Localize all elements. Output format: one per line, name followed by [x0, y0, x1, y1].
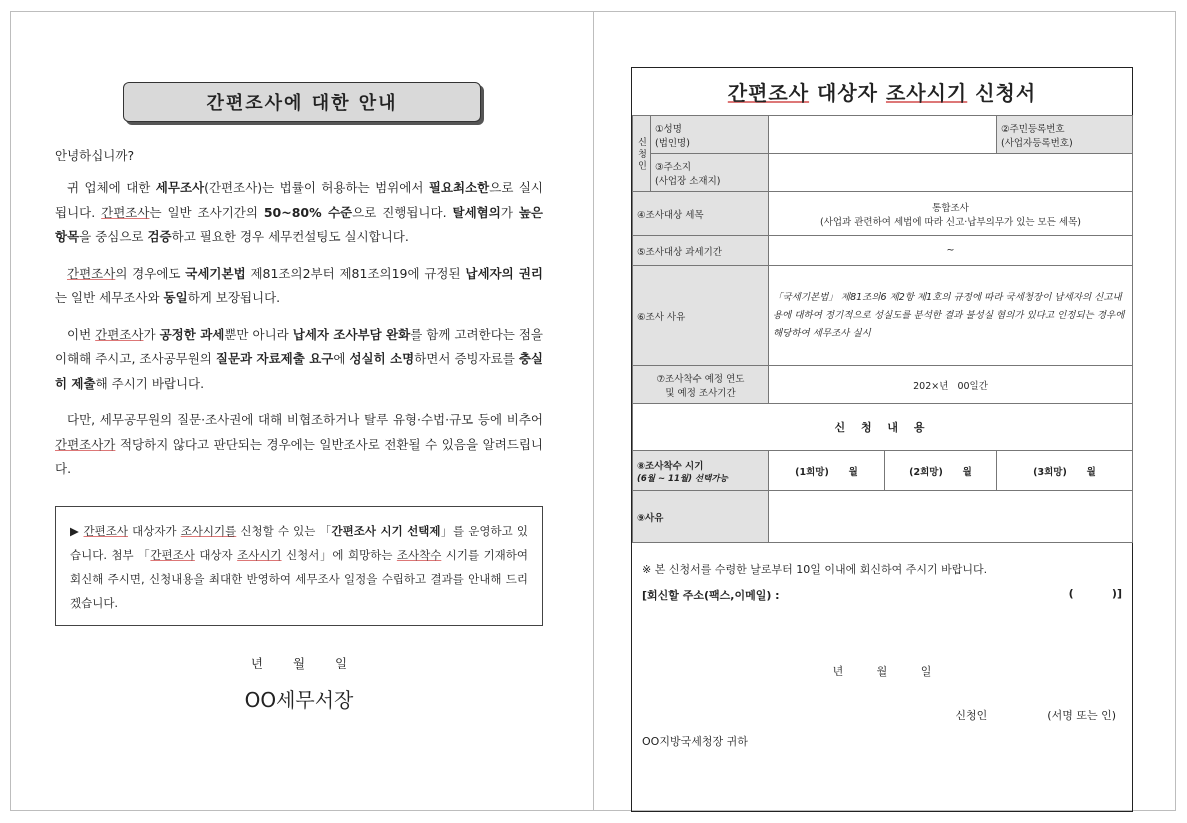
text-run: 를 함께 고려한다는 점을 이해해 주시고, 조사공무원의 [55, 326, 544, 366]
text-run: 는 일반 세무조사와 [55, 290, 164, 305]
text-run: 간편조사 [95, 326, 144, 342]
text-run: 신청할 수 있는 「 [236, 523, 332, 538]
text-run: 제81조의2부터 제81조의19에 규정된 [245, 265, 466, 281]
form-date: 년 월 일 [832, 665, 932, 678]
id-label: ②주민등록번호 (사업자등록번호) [997, 116, 1133, 154]
guide-title: 간편조사에 대한 안내 [123, 82, 481, 122]
reply-note: ※ 본 신청서를 수령한 날로부터 10일 이내에 회신하여 주시기 바랍니다. [642, 563, 988, 576]
name-value[interactable] [769, 116, 997, 154]
choice-2[interactable]: (2희망) 월 [885, 451, 997, 491]
text-run: 가 [143, 326, 160, 342]
paragraph-4 [55, 408, 543, 482]
text-run: (간편조사)는 법률이 허용하는 범위에서 [204, 180, 429, 195]
text-run: 간편조사 시기 선택제 [331, 523, 441, 538]
title-part-a: 간편조사 [727, 81, 810, 105]
text-run: 세무조사 [155, 180, 205, 195]
choice-3[interactable]: (3희망) 월 [997, 451, 1133, 491]
title-part-c: 조사시기 [885, 81, 968, 105]
text-run: ▶ [70, 523, 84, 538]
paragraph-3 [55, 323, 543, 397]
text-run: 하면서 증빙자료를 [414, 351, 519, 366]
why-label: ⑨사유 [633, 491, 769, 543]
text-run: 는 일반 조사기간의 [149, 204, 264, 220]
text-run: 이번 [67, 326, 96, 342]
form-title [632, 68, 1132, 115]
reason-value: 「국세기본법」 제81조의6 제2항 제1호의 규정에 따라 국세청장이 납세자의 신고내용에 대하여 정기적으로 성실도를 분석한 결과 불성실 혐의가 있다고 인정되는 경우에 해당하여 세무조사 실시 [769, 266, 1133, 366]
tax-value-2: (사업과 관련하여 세법에 따라 신고·납부의무가 있는 모든 세목) [820, 216, 1081, 228]
text-run: 검증 [147, 229, 172, 244]
text-run: 조사시기 [237, 547, 282, 562]
sign-line [642, 707, 1122, 723]
text-run: 질문과 자료제출 요구 [215, 351, 334, 366]
section-title: 신 청 내 용 [633, 404, 1133, 451]
text-run: 동일 [163, 290, 188, 305]
text-run: 간편조사 [83, 523, 128, 538]
text-run: 해 주시기 바랍니다. [95, 375, 205, 391]
text-run: 에 [333, 351, 350, 366]
reply-label: [회신할 주소(팩스,이메일) : [642, 589, 780, 602]
choice-label-2: (6월 ~ 11월) 선택가능 [637, 473, 728, 484]
text-run: 뿐만 아니라 [224, 326, 293, 342]
paragraph-1 [55, 176, 543, 250]
text-run: 가 [500, 204, 519, 220]
text-run: 으로 진행됩니다. [352, 204, 453, 220]
greeting: 안녕하십니까? [55, 148, 135, 163]
tax-value-1: 통합조사 [932, 202, 969, 214]
text-run: 국세기본법 [185, 265, 246, 281]
date-line: 년 월 일 [250, 655, 348, 671]
applicant-label: 신 청 인 [633, 116, 651, 192]
text-run: 공정한 과세 [159, 326, 225, 342]
address-value[interactable] [769, 154, 1133, 192]
address-label: ③주소지 (사업장 소재지) [651, 154, 769, 192]
choice-label [633, 451, 769, 491]
text-run: 충실히 제출 [55, 351, 543, 391]
text-run: 납세자 조사부담 완화 [292, 326, 411, 342]
text-run: 귀 업체에 대한 [67, 180, 156, 195]
title-part-b: 대상자 [809, 81, 886, 105]
tax-value [769, 192, 1133, 236]
reply-end: ( )] [1068, 587, 1122, 600]
text-run: 」를 운영하고 있습니다. 첨부 「 [70, 523, 528, 562]
name-label: ①성명 (법인명) [651, 116, 769, 154]
form-footer [632, 543, 1132, 749]
office-name: OO세무서장 [244, 687, 354, 712]
tax-label: ④조사대상 세목 [633, 192, 769, 236]
reply-line [642, 587, 1122, 603]
text-run: 적당하지 않다고 판단되는 경우에는 일반조사로 전환될 수 있음을 알려드립니다. [55, 436, 543, 476]
text-run: 간편조사 [101, 204, 150, 220]
choice-1[interactable]: (1희망) 월 [769, 451, 885, 491]
text-run: 탈세혐의 [452, 204, 501, 220]
text-run: 시기를 기재하여 회신해 주시면, 신청내용을 최대한 반영하여 세무조사 일정을 수립하고 결과를 안내해 드리겠습니다. [70, 547, 529, 610]
text-run: 조사착수 [396, 547, 442, 562]
paragraph-2 [55, 262, 543, 311]
text-run: 높은 항목 [55, 204, 543, 244]
text-run: 간편조사 [67, 265, 116, 281]
start-label: ⑦조사착수 예정 연도 및 예정 조사기간 [633, 366, 769, 404]
signer-label: 신청인 [955, 709, 988, 722]
text-run: 대상자 [194, 547, 238, 562]
text-run: 납세자의 권리 [465, 265, 543, 281]
text-run: 다만, 세무공무원의 질문·조사권에 대해 비협조하거나 탈루 유형·수법·규모 등에 비추어 [67, 412, 543, 427]
text-run: 50~80% 수준 [263, 204, 353, 220]
sign-note: (서명 또는 인) [1047, 709, 1116, 722]
text-run: 성실히 소명 [349, 351, 415, 366]
text-run: 신청서」에 희망하는 [281, 547, 397, 562]
reason-label: ⑥조사 사유 [633, 266, 769, 366]
text-run: 필요최소한 [428, 180, 490, 195]
text-run: 의 경우에도 [115, 265, 186, 281]
period-value[interactable]: ~ [769, 236, 1133, 266]
why-value[interactable] [769, 491, 1133, 543]
text-run: 간편조사가 [55, 436, 116, 452]
text-run: 간편조사 [150, 547, 195, 562]
title-part-d: 신청서 [967, 81, 1037, 105]
text-run: 조사시기를 [180, 523, 237, 538]
text-run: 을 중심으로 [79, 229, 148, 244]
application-form [631, 67, 1133, 812]
recipient: OO지방국세청장 귀하 [642, 735, 748, 748]
text-run: 대상자가 [127, 523, 181, 538]
period-label: ⑤조사대상 과세기간 [633, 236, 769, 266]
text-run: 으로 실시됩니다. [55, 180, 543, 220]
text-run: 하게 보장됩니다. [187, 290, 281, 305]
form-table [632, 115, 1133, 543]
start-value: 202×년 00일간 [769, 366, 1133, 404]
text-run: 하고 필요한 경우 세무컨설팅도 실시합니다. [171, 229, 409, 244]
choice-label-1: ⑧조사착수 시기 [637, 460, 704, 472]
guide-page [55, 82, 543, 713]
notice-box [55, 506, 543, 626]
page-divider [593, 11, 594, 811]
